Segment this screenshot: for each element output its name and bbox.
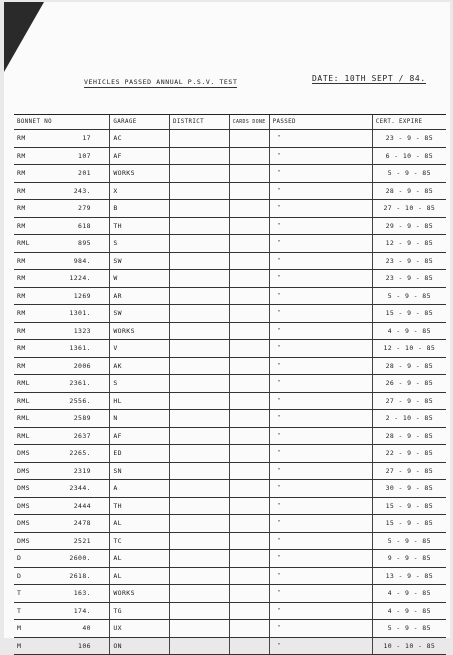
bonnet-number: 163. [73,589,91,598]
passed-cell: " [269,462,372,480]
district-cell [169,340,229,358]
passed-cell: " [269,497,372,515]
cards-done-cell [229,515,269,533]
bonnet-number: 2637 [73,431,91,440]
passed-cell: " [269,480,372,498]
bonnet-no-cell [14,235,110,253]
cards-done-cell [229,602,269,620]
cards-done-cell [229,340,269,358]
garage-cell: SN [110,462,170,480]
cert-expire-cell: 5 - 9 - 85 [372,287,446,305]
passed-cell: " [269,515,372,533]
cert-expire-cell: 4 - 9 - 85 [372,602,446,620]
cards-done-cell [229,182,269,200]
bonnet-no-cell [14,340,110,358]
bonnet-prefix: RM [17,151,26,160]
cards-done-cell [229,392,269,410]
garage-cell: TH [110,217,170,235]
bonnet-no-cell [14,585,110,603]
bonnet-prefix: RM [17,169,26,178]
passed-cell: " [269,585,372,603]
bonnet-prefix: DMS [17,466,30,475]
table-row [14,445,446,463]
bonnet-no-cell [14,305,110,323]
cards-done-cell [229,567,269,585]
district-cell [169,410,229,428]
cards-done-cell [229,322,269,340]
garage-cell: AL [110,515,170,533]
table-row [14,182,446,200]
garage-cell: TC [110,532,170,550]
col-cards-done: CARDS DONE [229,115,269,130]
bonnet-number: 107 [78,151,91,160]
cert-expire-cell: 29 - 9 - 85 [372,217,446,235]
cert-expire-cell: 6 - 10 - 85 [372,147,446,165]
bonnet-no-cell [14,410,110,428]
bonnet-no-cell [14,480,110,498]
bonnet-no-cell [14,357,110,375]
bonnet-number: 1224. [69,274,91,283]
garage-cell: WORKS [110,585,170,603]
bonnet-number: 1301. [69,309,91,318]
garage-cell: S [110,375,170,393]
bonnet-no-cell [14,130,110,148]
cert-expire-cell: 27 - 9 - 85 [372,392,446,410]
bonnet-prefix: DMS [17,536,30,545]
table-row [14,480,446,498]
cert-expire-cell: 27 - 10 - 85 [372,200,446,218]
cert-expire-cell: 10 - 10 - 85 [372,637,446,655]
cert-expire-cell: 26 - 9 - 85 [372,375,446,393]
garage-cell: AK [110,357,170,375]
bonnet-number: 40 [82,624,91,633]
bonnet-number: 17 [82,134,91,143]
bonnet-number: 279 [78,204,91,213]
bonnet-prefix: T [17,606,22,615]
passed-cell: " [269,130,372,148]
table-row [14,637,446,655]
bonnet-no-cell [14,287,110,305]
district-cell [169,130,229,148]
garage-cell: AC [110,130,170,148]
passed-cell: " [269,217,372,235]
table-row [14,602,446,620]
cards-done-cell [229,637,269,655]
cert-expire-cell: 15 - 9 - 85 [372,497,446,515]
bonnet-number: 2006 [73,361,91,370]
passed-cell: " [269,305,372,323]
cards-done-cell [229,585,269,603]
bonnet-no-cell [14,165,110,183]
bonnet-no-cell [14,200,110,218]
passed-cell: " [269,375,372,393]
district-cell [169,602,229,620]
passed-cell: " [269,410,372,428]
cards-done-cell [229,462,269,480]
district-cell [169,182,229,200]
bonnet-prefix: RML [17,431,30,440]
cert-expire-cell: 5 - 9 - 85 [372,532,446,550]
table-row [14,252,446,270]
bonnet-number: 618 [78,221,91,230]
bonnet-no-cell [14,217,110,235]
bonnet-no-cell [14,620,110,638]
district-cell [169,287,229,305]
bonnet-prefix: D [17,554,22,563]
passed-cell: " [269,550,372,568]
garage-cell: N [110,410,170,428]
district-cell [169,637,229,655]
district-cell [169,550,229,568]
bonnet-no-cell [14,445,110,463]
cert-expire-cell: 2 - 10 - 85 [372,410,446,428]
garage-cell: S [110,235,170,253]
bonnet-no-cell [14,602,110,620]
bonnet-no-cell [14,567,110,585]
bonnet-number: 984. [73,256,91,265]
cards-done-cell [229,550,269,568]
passed-cell: " [269,252,372,270]
passed-cell: " [269,532,372,550]
district-cell [169,567,229,585]
bonnet-number: 2556. [69,396,91,405]
bonnet-no-cell [14,252,110,270]
bonnet-number: 1269 [73,291,91,300]
bonnet-number: 2618. [69,571,91,580]
passed-cell: " [269,637,372,655]
cards-done-cell [229,375,269,393]
table-row [14,357,446,375]
passed-cell: " [269,567,372,585]
cert-expire-cell: 28 - 9 - 85 [372,182,446,200]
cert-expire-cell: 9 - 9 - 85 [372,550,446,568]
bonnet-prefix: T [17,589,22,598]
cert-expire-cell: 4 - 9 - 85 [372,585,446,603]
bonnet-no-cell [14,427,110,445]
passed-cell: " [269,200,372,218]
table-row [14,392,446,410]
cert-expire-cell: 5 - 9 - 85 [372,620,446,638]
passed-cell: " [269,165,372,183]
passed-cell: " [269,322,372,340]
folded-corner [4,2,44,72]
bonnet-no-cell [14,497,110,515]
cards-done-cell [229,427,269,445]
table-row [14,165,446,183]
cert-expire-cell: 12 - 9 - 85 [372,235,446,253]
garage-cell: A [110,480,170,498]
bonnet-number: 2344. [69,484,91,493]
garage-cell: AR [110,287,170,305]
district-cell [169,235,229,253]
garage-cell: HL [110,392,170,410]
table-row [14,340,446,358]
bonnet-no-cell [14,515,110,533]
table-row [14,147,446,165]
passed-cell: " [269,427,372,445]
garage-cell: AF [110,147,170,165]
table-row [14,410,446,428]
table-row [14,515,446,533]
cert-expire-cell: 28 - 9 - 85 [372,357,446,375]
bonnet-no-cell [14,375,110,393]
district-cell [169,497,229,515]
bonnet-prefix: RM [17,204,26,213]
table-row [14,567,446,585]
cards-done-cell [229,200,269,218]
cards-done-cell [229,147,269,165]
bonnet-prefix: RML [17,414,30,423]
cert-expire-cell: 23 - 9 - 85 [372,252,446,270]
bonnet-number: 895 [78,239,91,248]
passed-cell: " [269,235,372,253]
district-cell [169,480,229,498]
district-cell [169,445,229,463]
bonnet-prefix: RM [17,186,26,195]
cert-expire-cell: 5 - 9 - 85 [372,165,446,183]
bonnet-number: 2521 [73,536,91,545]
bonnet-number: 174. [73,606,91,615]
table-row [14,620,446,638]
cards-done-cell [229,532,269,550]
cert-expire-cell: 12 - 10 - 85 [372,340,446,358]
garage-cell: UX [110,620,170,638]
bonnet-prefix: RML [17,379,30,388]
garage-cell: AL [110,550,170,568]
cards-done-cell [229,287,269,305]
garage-cell: AL [110,567,170,585]
passed-cell: " [269,270,372,288]
bonnet-prefix: M [17,641,22,650]
bonnet-number: 2361. [69,379,91,388]
district-cell [169,147,229,165]
garage-cell: TG [110,602,170,620]
garage-cell: V [110,340,170,358]
table-row [14,585,446,603]
passed-cell: " [269,287,372,305]
document-sheet [4,2,450,650]
cards-done-cell [229,410,269,428]
bonnet-number: 2444 [73,501,91,510]
cards-done-cell [229,357,269,375]
bonnet-prefix: M [17,624,22,633]
bonnet-prefix: RM [17,256,26,265]
cert-expire-cell: 27 - 9 - 85 [372,462,446,480]
cert-expire-cell: 22 - 9 - 85 [372,445,446,463]
district-cell [169,532,229,550]
col-bonnet-no: BONNET NO [14,115,110,130]
bonnet-no-cell [14,322,110,340]
district-cell [169,392,229,410]
cert-expire-cell: 15 - 9 - 85 [372,515,446,533]
bonnet-no-cell [14,392,110,410]
cert-expire-cell: 23 - 9 - 85 [372,130,446,148]
cert-expire-cell: 13 - 9 - 85 [372,567,446,585]
bonnet-no-cell [14,147,110,165]
passed-cell: " [269,620,372,638]
district-cell [169,217,229,235]
table-row [14,375,446,393]
table-row [14,497,446,515]
garage-cell: AF [110,427,170,445]
bonnet-prefix: D [17,571,22,580]
district-cell [169,375,229,393]
cert-expire-cell: 28 - 9 - 85 [372,427,446,445]
table-row [14,270,446,288]
passed-cell: " [269,147,372,165]
garage-cell: W [110,270,170,288]
table-row [14,200,446,218]
passed-cell: " [269,392,372,410]
bonnet-no-cell [14,462,110,480]
cards-done-cell [229,620,269,638]
district-cell [169,427,229,445]
col-garage: GARAGE [110,115,170,130]
bonnet-prefix: RM [17,221,26,230]
cert-expire-cell: 30 - 9 - 85 [372,480,446,498]
bonnet-no-cell [14,182,110,200]
district-cell [169,462,229,480]
district-cell [169,252,229,270]
district-cell [169,620,229,638]
garage-cell: TH [110,497,170,515]
col-cert-expire: CERT. EXPIRE [372,115,446,130]
table-row [14,130,446,148]
district-cell [169,165,229,183]
district-cell [169,322,229,340]
table-row [14,287,446,305]
cards-done-cell [229,252,269,270]
table-row [14,462,446,480]
table-row [14,305,446,323]
document-date: DATE: 10TH SEPT / 84. [312,74,426,83]
bonnet-no-cell [14,532,110,550]
table-row [14,532,446,550]
cert-expire-cell: 23 - 9 - 85 [372,270,446,288]
bonnet-number: 2589 [73,414,91,423]
district-cell [169,305,229,323]
bonnet-number: 2265. [69,449,91,458]
bonnet-prefix: RM [17,134,26,143]
bonnet-prefix: RML [17,396,30,405]
garage-cell: X [110,182,170,200]
document-title: VEHICLES PASSED ANNUAL P.S.V. TEST [84,78,238,86]
bonnet-prefix: RM [17,361,26,370]
bonnet-prefix: RM [17,309,26,318]
bonnet-number: 1323 [73,326,91,335]
table-row [14,550,446,568]
bonnet-no-cell [14,270,110,288]
cards-done-cell [229,480,269,498]
cards-done-cell [229,165,269,183]
garage-cell: B [110,200,170,218]
cards-done-cell [229,217,269,235]
cards-done-cell [229,497,269,515]
table-row [14,427,446,445]
bonnet-prefix: RM [17,274,26,283]
garage-cell: ON [110,637,170,655]
document-header [84,74,440,88]
bonnet-number: 2478 [73,519,91,528]
cards-done-cell [229,270,269,288]
bonnet-number: 1361. [69,344,91,353]
garage-cell: WORKS [110,322,170,340]
garage-cell: WORKS [110,165,170,183]
passed-cell: " [269,445,372,463]
bonnet-prefix: RM [17,344,26,353]
garage-cell: SW [110,252,170,270]
district-cell [169,200,229,218]
table-header-row [14,115,446,130]
cards-done-cell [229,445,269,463]
cert-expire-cell: 15 - 9 - 85 [372,305,446,323]
bonnet-no-cell [14,637,110,655]
bonnet-number: 243. [73,186,91,195]
bonnet-number: 106 [78,641,91,650]
cards-done-cell [229,305,269,323]
col-passed: PASSED [269,115,372,130]
bonnet-prefix: DMS [17,449,30,458]
bonnet-number: 201 [78,169,91,178]
bonnet-prefix: DMS [17,519,30,528]
passed-cell: " [269,340,372,358]
district-cell [169,585,229,603]
vehicle-table [14,114,446,655]
bonnet-number: 2600. [69,554,91,563]
bonnet-prefix: RML [17,239,30,248]
district-cell [169,515,229,533]
cards-done-cell [229,130,269,148]
cert-expire-cell: 4 - 9 - 85 [372,322,446,340]
col-district: DISTRICT [169,115,229,130]
bonnet-prefix: DMS [17,501,30,510]
bonnet-prefix: RM [17,326,26,335]
table-row [14,322,446,340]
garage-cell: SW [110,305,170,323]
district-cell [169,270,229,288]
table-row [14,217,446,235]
garage-cell: ED [110,445,170,463]
passed-cell: " [269,357,372,375]
bonnet-number: 2319 [73,466,91,475]
table-row [14,235,446,253]
passed-cell: " [269,182,372,200]
cards-done-cell [229,235,269,253]
bonnet-prefix: DMS [17,484,30,493]
bonnet-prefix: RM [17,291,26,300]
district-cell [169,357,229,375]
passed-cell: " [269,602,372,620]
bonnet-no-cell [14,550,110,568]
